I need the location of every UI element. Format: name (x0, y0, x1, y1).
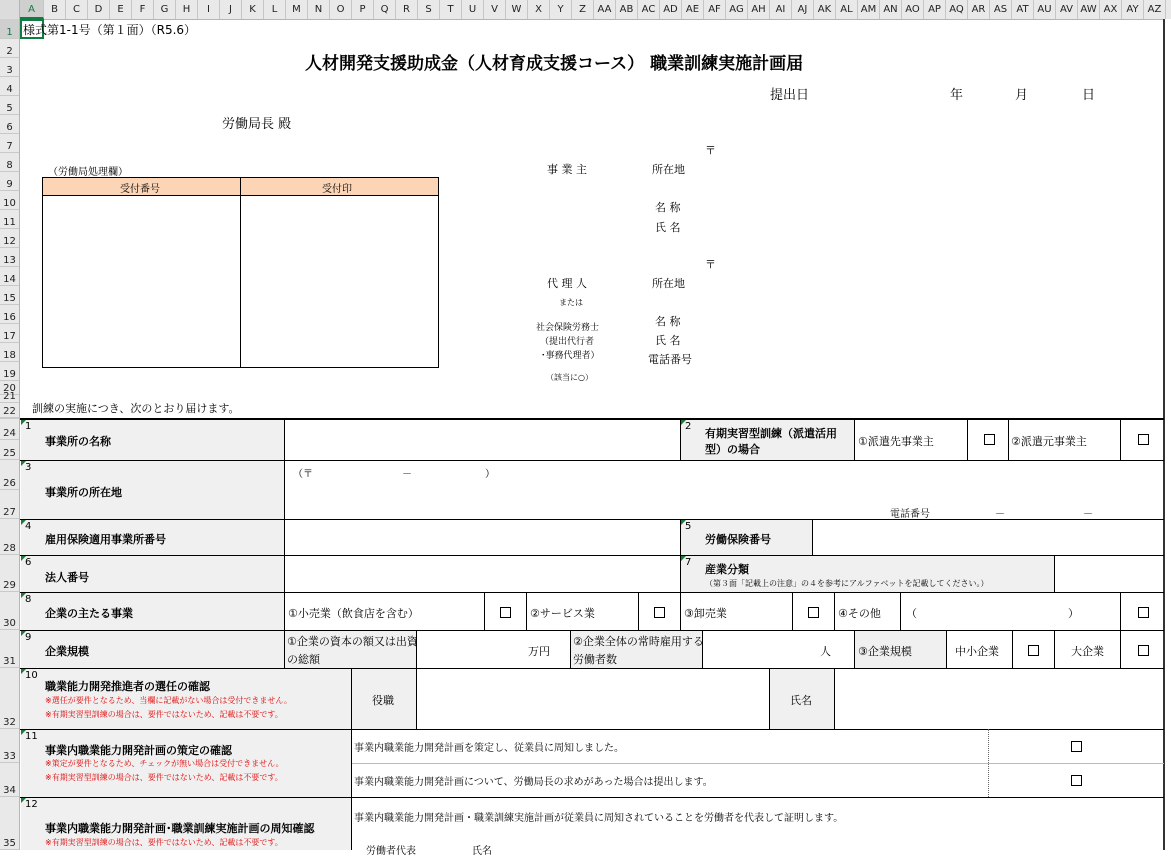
addressee: 労働局長 殿 (222, 117, 292, 132)
column-header-ar[interactable]: AR (968, 0, 990, 19)
employees-label-2: 労働者数 (573, 653, 617, 666)
grid-line (1120, 630, 1121, 668)
main-business-label: 企業の主たる事業 (45, 607, 133, 620)
column-header-as[interactable]: AS (990, 0, 1012, 19)
grid-line (570, 630, 571, 668)
business-wholesale-checkbox[interactable] (808, 607, 819, 618)
column-header-ap[interactable]: AP (924, 0, 946, 19)
grid-line (854, 419, 855, 460)
office-name-field[interactable] (285, 419, 680, 460)
item-number: 1 (25, 421, 32, 432)
scale-small-checkbox[interactable] (1028, 645, 1039, 656)
business-other-close: ） (1068, 607, 1079, 620)
row-header-21[interactable]: 21 (0, 395, 19, 403)
business-wholesale-label: ③卸売業 (684, 607, 727, 620)
column-header-p[interactable]: P (352, 0, 374, 19)
agent-label: 代 理 人 (547, 277, 587, 290)
year-label: 年 (950, 88, 964, 103)
grid-line (769, 668, 770, 729)
plan-notice-note-1: ※有期実習型訓練の場合は、要件ではないため、記載は不要です。 (45, 838, 283, 847)
month-label: 月 (1015, 88, 1029, 103)
column-header-ay[interactable]: AY (1122, 0, 1144, 19)
column-header-t[interactable]: T (440, 0, 462, 19)
business-other-checkbox[interactable] (1138, 607, 1149, 618)
employment-insurance-field[interactable] (285, 520, 680, 555)
column-header-c[interactable]: C (66, 0, 88, 19)
row-header-8[interactable]: 8 (0, 153, 19, 172)
office-box-caption: （労働局処理欄） (48, 167, 128, 178)
agent-name-label: 名 称 (655, 315, 681, 328)
grid-line (792, 592, 793, 630)
row-header-15[interactable]: 15 (0, 286, 19, 305)
column-header-az[interactable]: AZ (1144, 0, 1166, 19)
column-header-al[interactable]: AL (836, 0, 858, 19)
column-header-an[interactable]: AN (880, 0, 902, 19)
row-header-bar (0, 19, 20, 850)
promoter-name-label: 氏名 (790, 694, 812, 707)
grid-line (967, 419, 968, 460)
business-retail-label: ①小売業（飲食店を含む） (288, 607, 419, 620)
plan-formulation-note-2: ※有期実習型訓練の場合は、要件ではないため、記載は不要です。 (45, 773, 283, 782)
grid-line (20, 797, 1164, 798)
grid-line (20, 729, 1164, 730)
row-header-17[interactable]: 17 (0, 324, 19, 343)
agent-address-label: 所在地 (652, 277, 685, 290)
column-header-q[interactable]: Q (374, 0, 396, 19)
row-header-10[interactable]: 10 (0, 191, 19, 210)
row-header-2[interactable]: 2 (0, 39, 19, 58)
receipt-number-header: 受付番号 (120, 184, 160, 195)
item-number: 8 (25, 594, 32, 605)
receipt-seal-field[interactable] (241, 197, 438, 367)
plan-formulation-note-1: ※策定が要件となるため、チェックが無い場合は受付できません。 (45, 759, 284, 768)
column-header-u[interactable]: U (462, 0, 484, 19)
promoter-name-field[interactable] (835, 669, 1163, 729)
column-header-w[interactable]: W (506, 0, 528, 19)
row-header-22[interactable]: 22 (0, 403, 19, 418)
column-header-aq[interactable]: AQ (946, 0, 968, 19)
grid-line (680, 592, 681, 630)
business-other-field[interactable] (920, 600, 1065, 622)
row-header-19[interactable]: 19 (0, 362, 19, 381)
employees-unit: 人 (820, 645, 831, 658)
employer-name-label: 名 称 (655, 201, 681, 214)
row-header-5[interactable]: 5 (0, 96, 19, 115)
promoter-position-field[interactable] (417, 669, 768, 729)
column-header-ak[interactable]: AK (814, 0, 836, 19)
plan-statement-2: 事業内職業能力開発計画について、労働局長の求めがあった場合は提出します。 (354, 777, 713, 788)
row-header-28[interactable]: 28 (0, 519, 19, 555)
plan-statement-1-checkbox[interactable] (1071, 741, 1082, 752)
grid-line (1012, 630, 1013, 668)
row-header-14[interactable]: 14 (0, 267, 19, 286)
grid-line-sub (351, 763, 1164, 764)
grid-line (680, 419, 681, 460)
row-header-30[interactable]: 30 (0, 592, 19, 630)
scale-large-label: 大企業 (1071, 645, 1104, 658)
plan-formulation-label: 事業内職業能力開発計画の策定の確認 (45, 744, 232, 757)
column-header-ab[interactable]: AB (616, 0, 638, 19)
plan-notice-label: 事業内職業能力開発計画･職業訓練実施計画の周知確認 (45, 822, 315, 835)
column-header-e[interactable]: E (110, 0, 132, 19)
item-number: 6 (25, 557, 32, 568)
dispatch-src-checkbox[interactable] (1138, 434, 1149, 445)
column-header-af[interactable]: AF (704, 0, 726, 19)
column-header-ah[interactable]: AH (748, 0, 770, 19)
agent-note: （該当に○） (546, 373, 593, 382)
column-header-r[interactable]: R (396, 0, 418, 19)
address-postal-dash: － (402, 469, 412, 480)
labor-rep-label: 労働者代表 (366, 846, 416, 857)
row-header-32[interactable]: 32 (0, 668, 19, 729)
row-header-35[interactable]: 35 (0, 797, 19, 850)
column-header-ag[interactable]: AG (726, 0, 748, 19)
agent-sub2: ･事務代理者） (541, 351, 600, 361)
agent-sharoushi: 社会保険労務士 (536, 323, 600, 333)
form-number: 様式第1-1号（第１面）（R5.6） (23, 23, 197, 37)
column-header-d[interactable]: D (88, 0, 110, 19)
business-service-label: ②サービス業 (530, 607, 595, 620)
row-header-24[interactable]: 24 (0, 419, 19, 440)
row-header-6[interactable]: 6 (0, 115, 19, 134)
column-header-k[interactable]: K (242, 0, 264, 19)
column-header-at[interactable]: AT (1012, 0, 1034, 19)
row-header-13[interactable]: 13 (0, 248, 19, 267)
column-header-l[interactable]: L (264, 0, 286, 19)
agent-person-label: 氏 名 (655, 334, 681, 347)
column-header-bar (0, 0, 1171, 20)
row-header-26[interactable]: 26 (0, 460, 19, 490)
grid-line (900, 592, 901, 630)
industry-class-label: 産業分類 (705, 563, 749, 576)
promoter-position-label: 役職 (372, 694, 394, 707)
promoter-note-1: ※選任が要件となるため、当欄に記載がない場合は受付できません。 (45, 696, 292, 705)
column-header-ax[interactable]: AX (1100, 0, 1122, 19)
scale-label: ③企業規模 (858, 645, 912, 658)
dispatch-training-label-2: 型）の場合 (705, 443, 760, 456)
select-all-corner[interactable] (0, 0, 20, 19)
scale-large-checkbox[interactable] (1138, 645, 1149, 656)
dispatch-dest-label: ①派遣先事業主 (858, 435, 934, 448)
column-header-f[interactable]: F (132, 0, 154, 19)
column-header-ad[interactable]: AD (660, 0, 682, 19)
business-retail-checkbox[interactable] (500, 607, 511, 618)
address-phone-dash2: － (1083, 509, 1093, 520)
row-header-12[interactable]: 12 (0, 229, 19, 248)
column-header-y[interactable]: Y (550, 0, 572, 19)
column-header-am[interactable]: AM (858, 0, 880, 19)
promoter-label: 職業能力開発推進者の選任の確認 (45, 680, 210, 693)
row-header-16[interactable]: 16 (0, 305, 19, 324)
grid-line (351, 668, 352, 850)
grid-line (946, 630, 947, 668)
receipt-number-field[interactable] (43, 197, 240, 367)
row-header-3[interactable]: 3 (0, 58, 19, 77)
address-phone-label: 電話番号 (890, 509, 930, 520)
office-address-label: 事業所の所在地 (45, 486, 122, 499)
row-header-33[interactable]: 33 (0, 729, 19, 763)
grid-line (484, 592, 485, 630)
address-postal-open: （〒 (293, 469, 313, 480)
row-header-7[interactable]: 7 (0, 134, 19, 153)
column-header-ae[interactable]: AE (682, 0, 704, 19)
item-number: 2 (685, 421, 692, 432)
address-postal-close: ） (485, 469, 495, 480)
grid-line (20, 460, 1164, 461)
item-number: 4 (25, 521, 32, 532)
row-header-27[interactable]: 27 (0, 490, 19, 519)
row-header-29[interactable]: 29 (0, 555, 19, 592)
scale-small-label: 中小企業 (955, 645, 999, 658)
business-service-checkbox[interactable] (654, 607, 665, 618)
column-header-s[interactable]: S (418, 0, 440, 19)
column-header-g[interactable]: G (154, 0, 176, 19)
employment-insurance-label: 雇用保険適用事業所番号 (45, 533, 166, 546)
row-header-1[interactable]: 1 (0, 19, 19, 39)
day-label: 日 (1082, 88, 1096, 103)
agent-phone-label: 電話番号 (648, 353, 692, 366)
item-number: 10 (25, 670, 38, 681)
item-number: 5 (685, 521, 692, 532)
row-header-20[interactable]: 20 (0, 381, 19, 395)
grid-line (20, 592, 1164, 593)
employees-field[interactable] (703, 631, 813, 668)
dispatch-src-label: ②派遣元事業主 (1011, 435, 1087, 448)
promoter-note-2: ※有期実習型訓練の場合は、要件ではないため、記載は不要です。 (45, 710, 283, 719)
column-header-v[interactable]: V (484, 0, 506, 19)
grid-line (1008, 419, 1009, 460)
agent-or: または (559, 298, 583, 307)
business-other-open: （ (906, 607, 917, 620)
capital-label-2: の総額 (287, 653, 320, 666)
capital-label-1: ①企業の資本の額又は出資 (287, 635, 418, 648)
labor-rep-name-label: 氏名 (472, 846, 492, 857)
plan-statement-2-checkbox[interactable] (1071, 775, 1082, 786)
column-header-ao[interactable]: AO (902, 0, 924, 19)
grid-line (20, 630, 1164, 631)
column-header-x[interactable]: X (528, 0, 550, 19)
row-header-34[interactable]: 34 (0, 763, 19, 797)
corporate-number-label: 法人番号 (45, 571, 89, 584)
agent-sub1: （提出代行者 (540, 337, 595, 347)
company-size-label: 企業規模 (45, 645, 89, 658)
submit-date-label: 提出日 (770, 88, 810, 103)
capital-unit: 万円 (528, 645, 550, 658)
item-number: 11 (25, 731, 38, 742)
column-header-au[interactable]: AU (1034, 0, 1056, 19)
receipt-seal-header: 受付印 (322, 184, 352, 195)
grid-line (1120, 592, 1121, 630)
column-header-n[interactable]: N (308, 0, 330, 19)
address-phone-dash1: － (995, 509, 1005, 520)
row-header-25[interactable]: 25 (0, 440, 19, 460)
business-other-label: ④その他 (838, 607, 881, 620)
employer-label: 事 業 主 (547, 163, 587, 176)
column-header-z[interactable]: Z (572, 0, 594, 19)
plan-statement-1: 事業内職業能力開発計画を策定し、従業員に周知しました。 (354, 743, 624, 754)
column-header-ai[interactable]: AI (770, 0, 792, 19)
employer-person-label: 氏 名 (655, 221, 681, 234)
labor-insurance-label: 労働保険番号 (705, 533, 771, 546)
column-header-b[interactable]: B (44, 0, 66, 19)
page-title: 人材開発支援助成金（人材育成支援コース） 職業訓練実施計画届 (305, 54, 804, 74)
employer-postal-mark: 〒 (705, 144, 716, 157)
column-header-aw[interactable]: AW (1078, 0, 1100, 19)
row-header-18[interactable]: 18 (0, 343, 19, 362)
agent-postal-mark: 〒 (705, 258, 716, 271)
item-number: 12 (25, 799, 38, 810)
grid-line (638, 592, 639, 630)
capital-field[interactable] (417, 631, 522, 668)
grid-line (1054, 630, 1055, 668)
grid-line (1120, 419, 1121, 460)
column-header-m[interactable]: M (286, 0, 308, 19)
corporate-number-field[interactable] (285, 556, 680, 592)
item-number: 3 (25, 462, 32, 473)
column-header-a[interactable]: A (20, 0, 44, 19)
row-header-31[interactable]: 31 (0, 630, 19, 668)
dispatch-training-label-1: 有期実習型訓練（派遣活用 (705, 427, 837, 440)
item-number: 7 (685, 557, 692, 568)
row-header-9[interactable]: 9 (0, 172, 19, 191)
row-header-4[interactable]: 4 (0, 77, 19, 96)
row-header-11[interactable]: 11 (0, 210, 19, 229)
employees-label-1: ②企業全体の常時雇用する (573, 635, 704, 648)
column-header-i[interactable]: I (198, 0, 220, 19)
grid-line (854, 630, 855, 668)
grid-line (526, 592, 527, 630)
labor-insurance-field[interactable] (813, 520, 1163, 555)
column-header-h[interactable]: H (176, 0, 198, 19)
industry-class-field[interactable] (1055, 556, 1163, 592)
column-header-aj[interactable]: AJ (792, 0, 814, 19)
column-header-ac[interactable]: AC (638, 0, 660, 19)
grid-line (834, 592, 835, 630)
column-header-av[interactable]: AV (1056, 0, 1078, 19)
item-number: 9 (25, 632, 32, 643)
industry-class-note: （第３面「記載上の注意」の４を参考にアルファベットを記載してください。） (705, 579, 989, 588)
office-name-label: 事業所の名称 (45, 435, 111, 448)
employer-address-label: 所在地 (652, 163, 685, 176)
dispatch-dest-checkbox[interactable] (984, 434, 995, 445)
column-header-o[interactable]: O (330, 0, 352, 19)
column-header-aa[interactable]: AA (594, 0, 616, 19)
page-break-edge (1163, 19, 1171, 850)
column-header-j[interactable]: J (220, 0, 242, 19)
grid-line (988, 729, 989, 797)
intro-text: 訓練の実施につき、次のとおり届けます。 (32, 402, 240, 415)
plan-notice-statement: 事業内職業能力開発計画・職業訓練実施計画が従業員に周知されていることを労働者を代表して証明します。 (354, 813, 844, 824)
office-address-field[interactable] (300, 478, 1160, 502)
